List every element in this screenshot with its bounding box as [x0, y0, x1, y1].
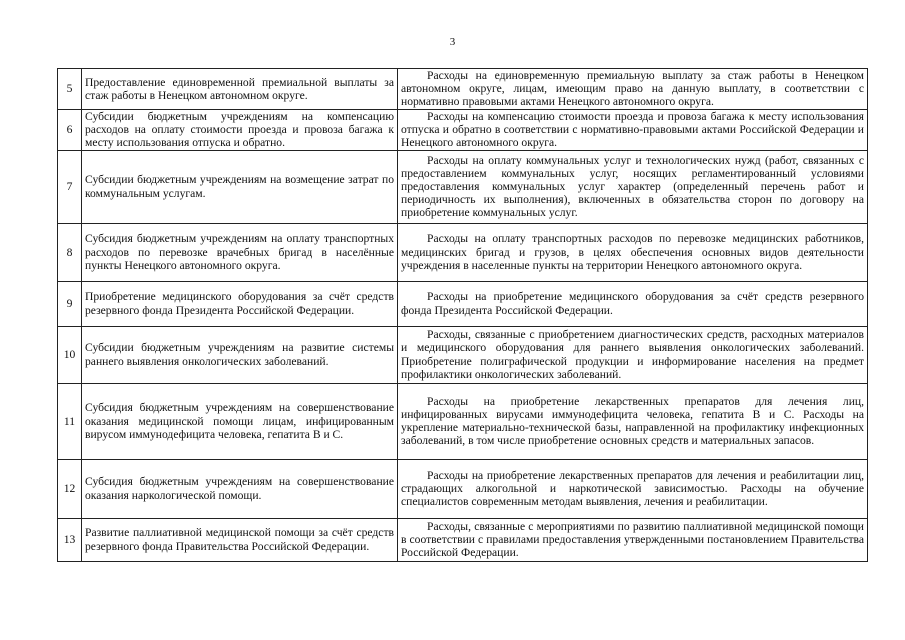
row-name: Субсидия бюджетным учреждениям на совершенствование оказания медицинской помощи лицам, инфицированным вирусом иммунодефицита человека, гепатита В и С.	[82, 383, 398, 459]
row-description: Расходы на приобретение медицинского оборудования за счёт средств резервного фонда Президента Российской Федерации.	[398, 281, 868, 326]
row-number: 10	[58, 326, 82, 383]
row-description: Расходы на единовременную премиальную выплату за стаж работы в Ненецком автономном округе, лицам, имеющим право на данную выплату, в соответствии с нормативно правовыми актами Ненецкого автономного округа.	[398, 69, 868, 110]
page-number: 3	[449, 36, 456, 48]
table-row	[58, 150, 868, 223]
row-description: Расходы на оплату коммунальных услуг и технологических нужд (работ, связанных с предоставлением коммунальных услуг, носящих регламентированный условиями предоставления коммунальных услуг характер (определенный перечень работ и периодичность их выполнения), включенных в обязательства сторон по договору на приобретение коммунальных услуг.	[398, 150, 868, 223]
row-description: Расходы, связанные с мероприятиями по развитию паллиативной медицинской помощи в соответствии с правилами предоставления утвержденными постановлением Правительства Российской Федерации.	[398, 518, 868, 561]
row-name: Развитие паллиативной медицинской помощи за счёт средств резервного фонда Правительства Российской Федерации.	[82, 518, 398, 561]
expense-table	[57, 68, 868, 562]
row-number: 5	[58, 69, 82, 110]
table-row	[58, 109, 868, 150]
row-name: Субсидии бюджетным учреждениям на развитие системы раннего выявления онкологических заболеваний.	[82, 326, 398, 383]
table-row	[58, 69, 868, 110]
row-number: 6	[58, 109, 82, 150]
row-number: 9	[58, 281, 82, 326]
row-description: Расходы на приобретение лекарственных препаратов для лечения лиц, инфицированных вирусами иммунодефицита человека, гепатита В и С. Расходы на укрепление материально-технической базы, направленной на профилактику инфекционных заболеваний, в том числе приобретение основных средств и материальных запасов.	[398, 383, 868, 459]
row-name: Приобретение медицинского оборудования за счёт средств резервного фонда Президента Российской Федерации.	[82, 281, 398, 326]
table-row	[58, 281, 868, 326]
row-number: 11	[58, 383, 82, 459]
row-number: 13	[58, 518, 82, 561]
table-row	[58, 326, 868, 383]
table-row	[58, 223, 868, 281]
table-row	[58, 383, 868, 459]
row-name: Субсидии бюджетным учреждениям на возмещение затрат по коммунальным услугам.	[82, 150, 398, 223]
table-row	[58, 459, 868, 518]
row-description: Расходы на компенсацию стоимости проезда и провоза багажа к месту использования отпуска и обратно в соответствии с нормативно-правовыми актами Российской Федерации и Ненецкого автономного округа.	[398, 109, 868, 150]
row-name: Субсидии бюджетным учреждениям на компенсацию расходов на оплату стоимости проезда и провоза багажа к месту использования отпуска и обратно.	[82, 109, 398, 150]
row-number: 7	[58, 150, 82, 223]
row-number: 8	[58, 223, 82, 281]
row-name: Субсидия бюджетным учреждениям на оплату транспортных расходов по перевозке врачебных бригад в населённые пункты Ненецкого автономного округа.	[82, 223, 398, 281]
table-row	[58, 518, 868, 561]
row-name: Субсидия бюджетным учреждениям на совершенствование оказания наркологической помощи.	[82, 459, 398, 518]
row-name: Предоставление единовременной премиальной выплаты за стаж работы в Ненецком автономном округе.	[82, 69, 398, 110]
row-description: Расходы, связанные с приобретением диагностических средств, расходных материалов и медицинского оборудования для раннего выявления онкологических заболеваний. Приобретение полиграфической продукции и информирование населения на предмет профилактики онкологических заболеваний.	[398, 326, 868, 383]
row-number: 12	[58, 459, 82, 518]
row-description: Расходы на приобретение лекарственных препаратов для лечения и реабилитации лиц, страдающих алкогольной и наркотической зависимостью. Расходы на обучение специалистов современным методам выявления, лечения и реабилитации.	[398, 459, 868, 518]
row-description: Расходы на оплату транспортных расходов по перевозке медицинских работников, медицинских бригад и грузов, в целях обеспечения основных видов деятельности учреждения в населенные пункты на территории Ненецкого автономного округа.	[398, 223, 868, 281]
